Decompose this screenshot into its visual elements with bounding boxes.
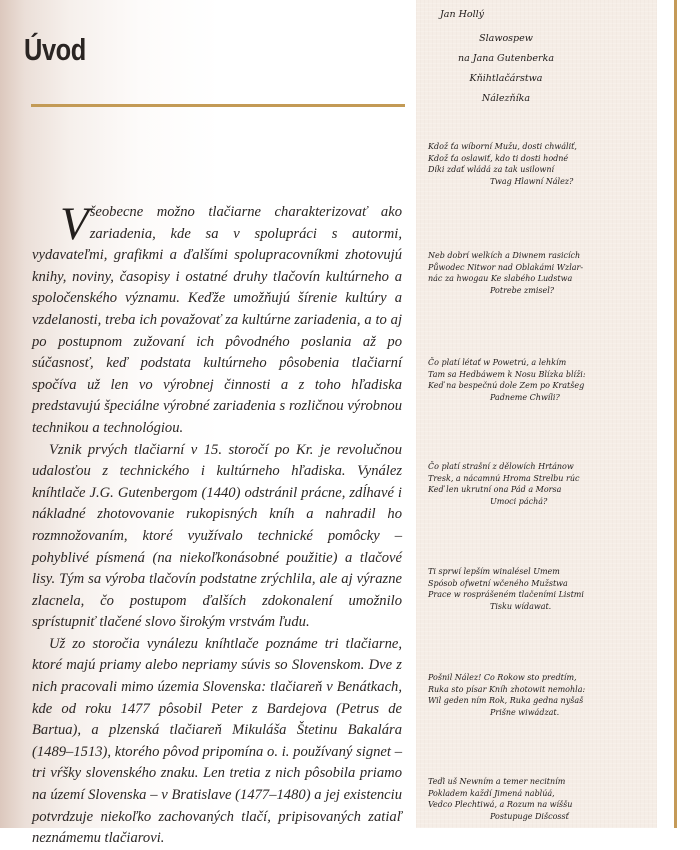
verse-line: Půwodec Nitwor nad Oblakámi Wzlar- [428,262,584,272]
verse-line: Ruka sto písar Kníh zhotowit nemohla: [428,684,586,694]
verse-line: Prace w rosprášeném tlačeními Listmi [428,590,584,599]
verse-line: Díki zdať wládá za tak usilowní [428,165,555,174]
verse-line: Pošnil Nález! Co Rokow sto predtím, [428,673,577,682]
verse-line: Kdož ťa wíborní Mužu, dosti chwáliť, [428,142,577,151]
paragraph-1-text: šeobecne možno tlačiarne charakterizovať ako zariadenia, kde sa v spolupráci s autormi, vydavateľmi, grafikmi a ďalšími spolupracovníkmi zhotovujú knihy, noviny, časopisy i ostatné druhy tlačovín kultúrneho a spoločenského významu. Keďže umožňujú šírenie kultúry a vzdelanosti, treba ich považovať za kultúrne zariadenia, a to aj po postupnom zužovaní ich pôvodného poslania až po súčasnosť, keď podstata kultúrneho pôsobenia tlačiarní spočíva už len vo výrobnej činnosti a z toho hľadiska predstavujú špeciálne výrobné zariadenia s rozličnou výrobnou technikou a technológiou. [32,204,402,436]
drop-cap: V [60,198,89,250]
manuscript-verse [428,357,628,403]
verse-line: Teďi uš Newním a temer necitním [428,777,566,786]
manuscript-title-line: Nálezňíka [481,93,531,104]
verse-line: Tresk, a nácamnú Hroma Strelbu rúc [428,473,580,483]
margin-gold-rule [674,0,677,828]
verse-closing-line: Tisku wídawat. [490,601,552,611]
manuscript-title-line: Slawospew [479,33,533,44]
verse-line: Čo platí létať w Powetrú, a lehkím [428,358,567,367]
verse-line: Pokladem každí Jimená nablúá, [428,788,555,798]
manuscript-verse [428,250,628,296]
verse-line: Keď na bespečnú dole Zem po Kratšeg [428,381,585,390]
intro-text [32,198,402,850]
manuscript-title-line: Kňihtlačárstwa [469,73,543,84]
verse-line: Tam sa Hedbáwem k Nosu Blízka blíži: [428,369,586,379]
manuscript-title-line: na Jana Gutenberka [457,53,554,64]
manuscript-verse [428,566,628,612]
verse-closing-line: Potrebe zmisel? [490,285,555,295]
paragraph-3: Už zo storočia vynálezu kníhtlače poznáme tri tlačiarne, ktoré majú priamy alebo nepriamy súvis so Slovenskom. Dve z nich pracovali mimo územia Slovenska: tlačiareň v Benátkach, kde od roku 1477 pôsobil Peter z Bardejova (Petrus de Bartua), a plzenská tlačiareň Mikuláša Štetinu Bakalára (1489–1513), ktorého pôvod pripomína o. i. používaný signet – tri vŕšky slovenského znaku. Len tretia z nich pôsobila priamo na území Slovenska – v Bratislave (1477–1480) a jej existenciu potvrdzuje niekoľko zachovaných tlačí, pripisovaných zatiaľ neznámemu tlačiarovi. [32,635,402,847]
manuscript-verse [428,141,628,187]
chapter-title: Úvod [24,32,86,67]
verse-closing-line: Prišne wiwádzat. [490,707,560,717]
paragraph-2: Vznik prvých tlačiarní v 15. storočí po Kr. je revolučnou udalosťou z technického i kultúrneho hľadiska. Vynález kníhtlače J.G. Gutenbergom (1440) odstránil prácne, zdĺhavé i nákladné zhotovovanie rukopisných kníh a nahradil ho rozmnožovaním, ktoré využívalo technické pomôcky – pohyblivé písmená (na niekoľkonásobné použitie) a tlačové lisy. Tým sa výroba tlačovín podstatne zrýchlila, ale aj výrazne zlacnela, čo postupom ďalších zdokonalení umožnilo sprístupniť tlačené slovo širokým vrstvám ľudu. [32,441,402,631]
verse-line: nác za hwogau Ke slabého Ludstwa [428,274,573,283]
title-underline-rule [31,104,405,107]
verse-closing-line: Twag Hlawní Nález? [490,176,574,186]
verse-closing-line: Umoci páchá? [490,496,548,506]
verse-closing-line: Postupuge Dišcossť [490,811,569,821]
verse-closing-line: Padneme Chwíli? [490,392,560,402]
verse-line: Vedco Plechtiwá, a Rozum na wíššu [428,800,573,809]
verse-line: Čo platí strašní z dělowích Hrtánow [428,462,574,471]
manuscript-verse [428,776,628,822]
verse-line: Kdož ťa oslawiť, kdo ti dosti hodné [428,153,569,163]
verse-line: Keď len ukrutní ona Pád a Morsa [428,485,562,494]
verse-line: Spósob ofwetní wčeného Mužstwa [428,578,568,588]
paragraph-1 [32,198,402,440]
manuscript-verse [428,461,628,507]
verse-line: Neb dobrí welkích a Diwnem rasicích [428,251,581,260]
manuscript-author: Jan Hollý [439,9,485,20]
manuscript-facsimile [416,0,657,828]
manuscript-verse [428,672,628,718]
verse-line: Wil geden ním Rok, Ruka gedna nyšaš [428,696,584,705]
verse-line: Ti sprwí lepším winalésel Umem [428,567,560,576]
